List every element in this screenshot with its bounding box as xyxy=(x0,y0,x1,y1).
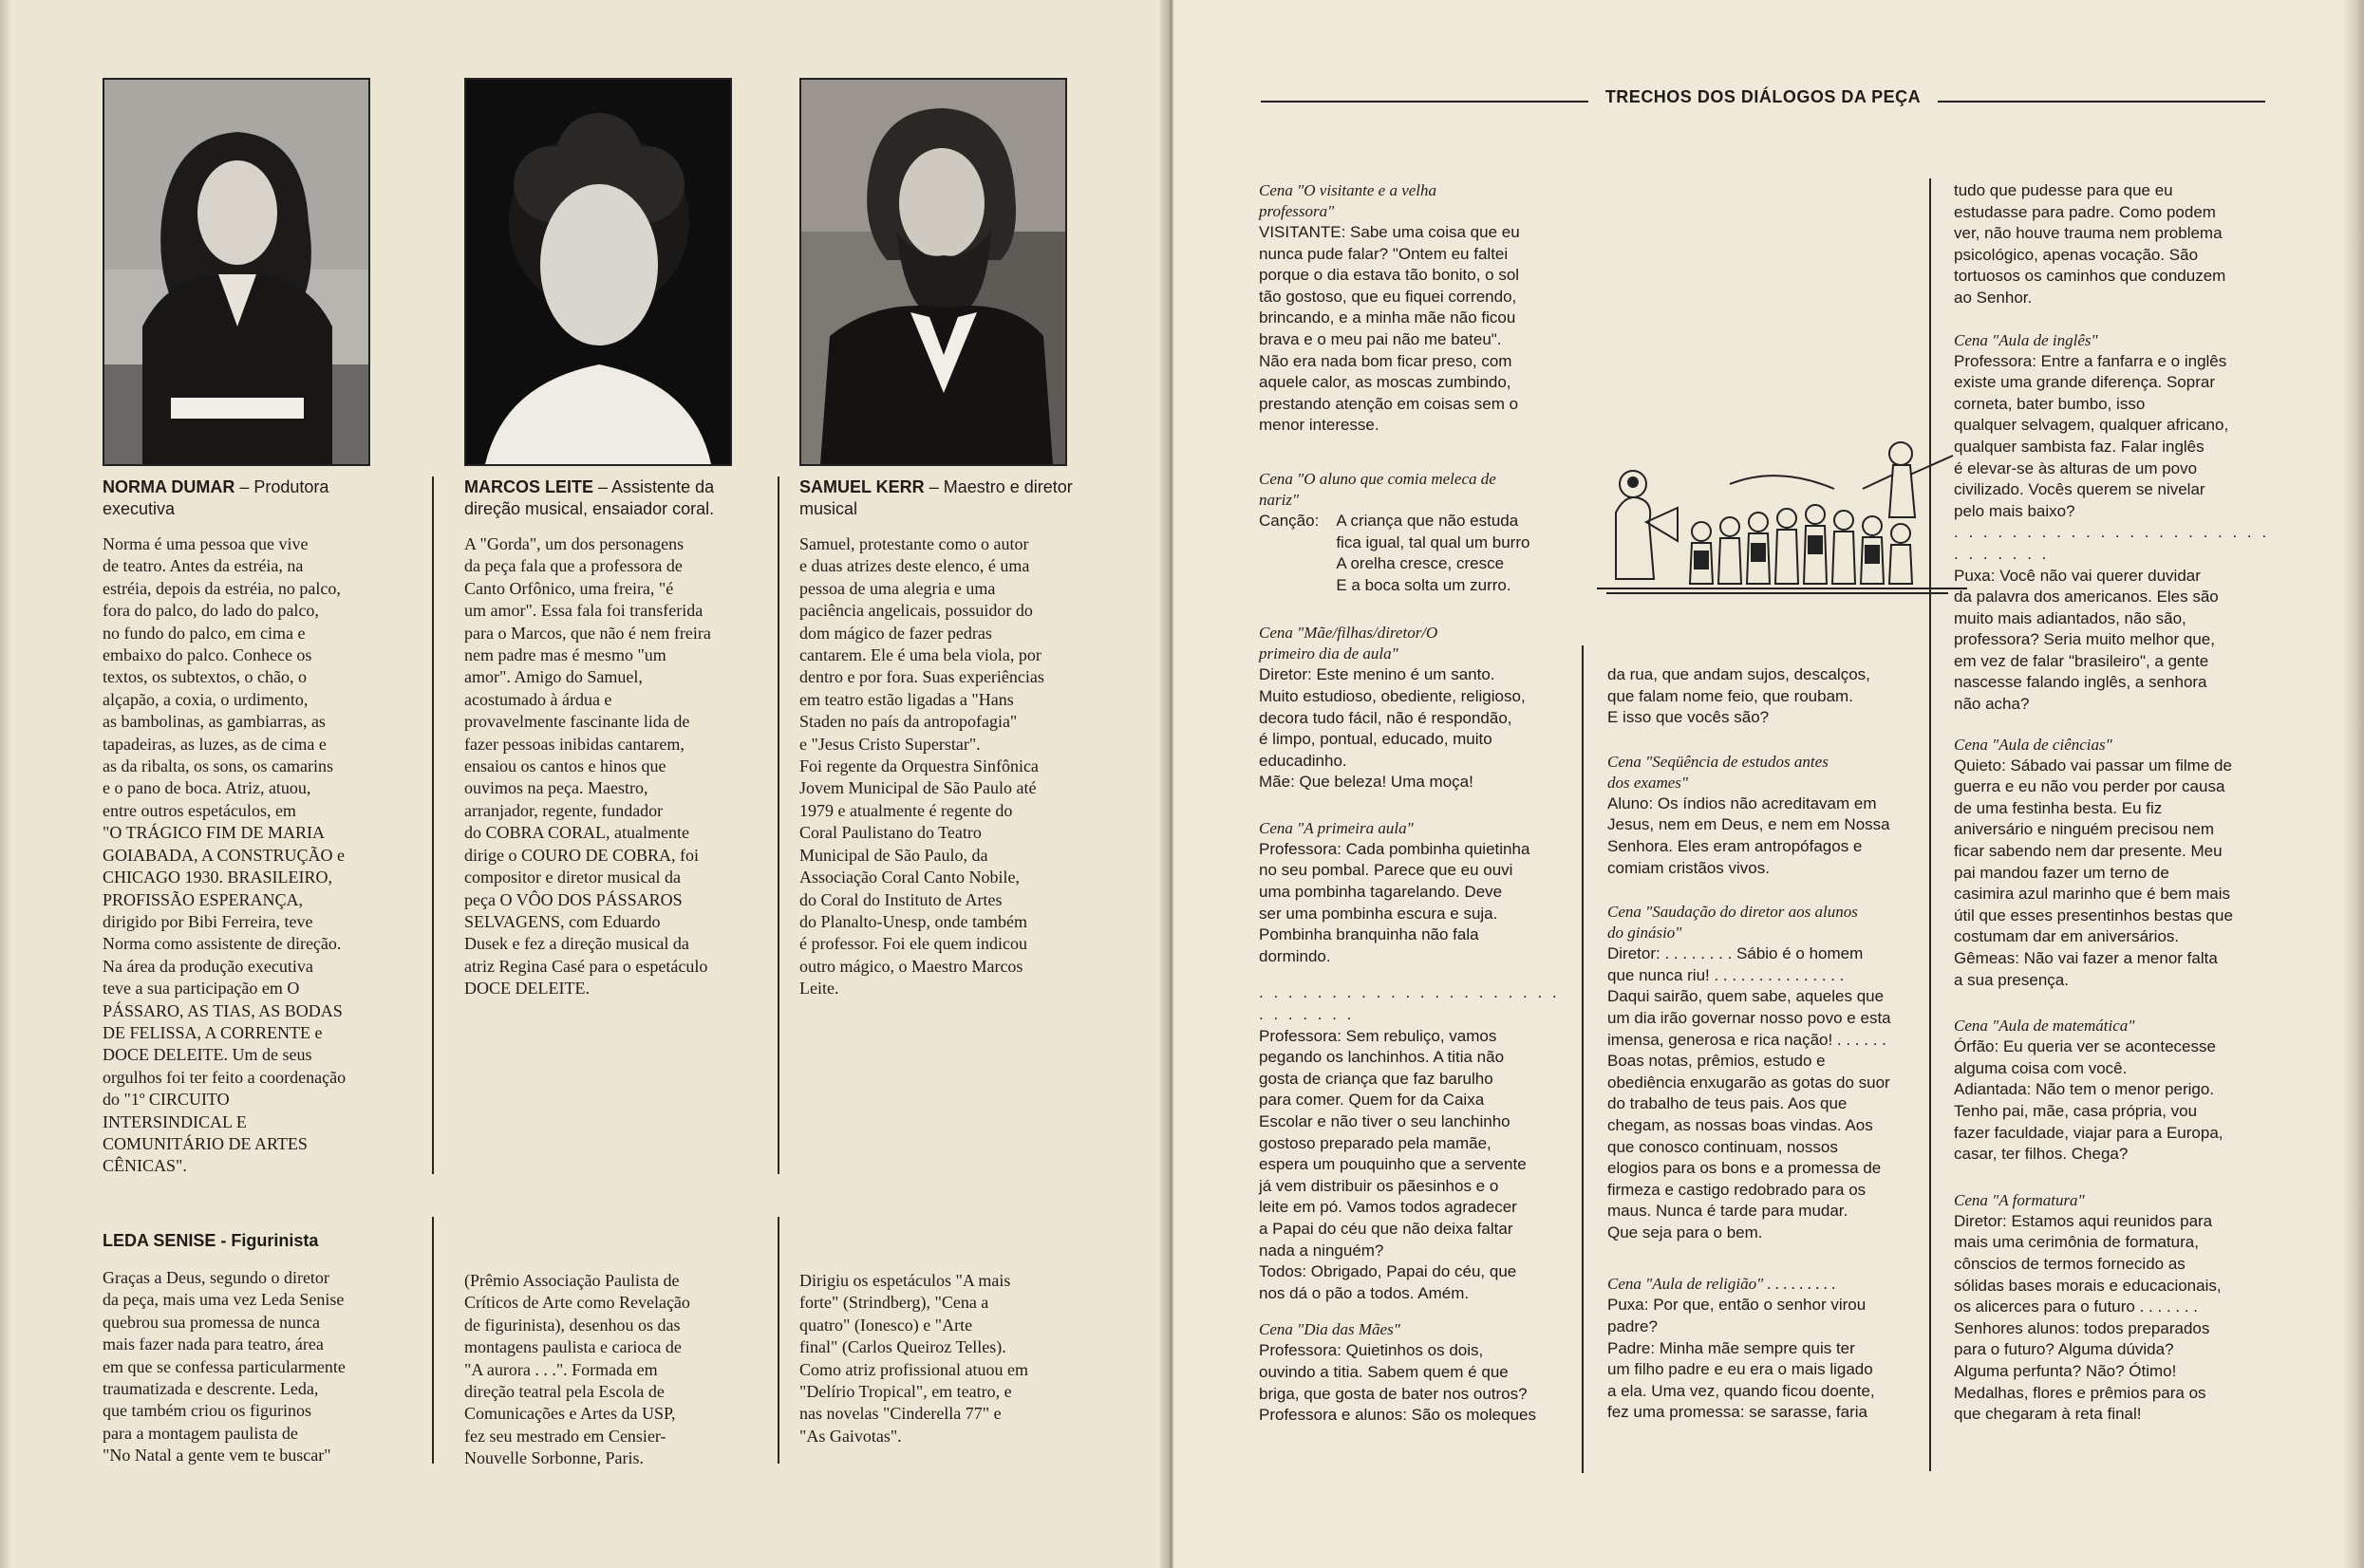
page-edge xyxy=(0,0,11,1568)
profile-role: – Maestro e diretor musical xyxy=(799,477,1073,518)
profile-name: NORMA DUMAR xyxy=(103,477,235,496)
photo-norma-dumar xyxy=(103,78,370,466)
scene-text: Diretor: Este menino é um santo. Muito estudioso, obediente, religioso, decora tudo fácil, não é respondão, é limpo, pontual, educado, muito educadinho. Mãe: Que beleza! Uma moça! xyxy=(1259,665,1526,792)
page-edge xyxy=(2343,0,2364,1568)
profile-role: – Assistente da direção musical, ensaiador coral. xyxy=(464,477,715,518)
scene-text: Puxa: Por que, então o senhor virou padre? Padre: Minha mãe sempre quis ter um filho padre e eu era o mais ligado a ela. Uma vez, quando ficou doente, fez uma promessa: se sarasse, faria xyxy=(1607,1296,1875,1422)
photo-marcos-leite xyxy=(464,78,732,466)
dialogue-column-2 xyxy=(1607,664,1921,1424)
profile-name: LEDA SENISE xyxy=(103,1231,216,1250)
profile-marcos-leite xyxy=(464,476,759,1000)
profile-samuel-kerr xyxy=(799,476,1101,1000)
column-divider xyxy=(432,476,434,1174)
scene-text: Órfão: Eu queria ver se acontecesse alguma coisa com você. Adiantada: Não tem o menor perigo. Tenho pai, mãe, casa própria, vou fazer faculdade, viajar para a Europa, casar, ter filhos. Chega? xyxy=(1954,1037,2223,1164)
portrait-woman-icon xyxy=(104,80,368,464)
scene-title: Cena "Aula de matemática" xyxy=(1954,1017,2135,1036)
scene-title: Cena "O aluno que comia meleca de nariz" xyxy=(1259,469,1496,509)
scene-title: Cena "Mãe/filhas/diretor/O primeiro dia de aula" xyxy=(1259,624,1438,663)
choir-drawing-icon xyxy=(1587,427,1975,598)
section-header xyxy=(1261,87,2265,116)
scene-title: Cena "Aula de inglês" xyxy=(1954,330,2098,349)
profile-name: MARCOS LEITE xyxy=(464,477,594,496)
section-title: TRECHOS DOS DIÁLOGOS DA PEÇA xyxy=(1604,87,1922,106)
scene-title: Cena "A formatura" xyxy=(1954,1190,2085,1209)
scene-text: Professora: Quietinhos os dois, ouvindo a titia. Sabem quem é que briga, que gosta de bater nos outros? Professora e alunos: São os moleques xyxy=(1259,1341,1537,1425)
portrait-bearded-man-icon xyxy=(801,80,1065,464)
scene-text: Professora: Cada pombinha quietinha no seu pombal. Parece que eu ouvi uma pombinha tagarelando. Deve ser uma pombinha escura e suja. Pombinha branquinha não fala dormindo. xyxy=(1259,839,1530,965)
song-label: Canção: xyxy=(1259,511,1320,530)
scene-title: Cena "A primeira aula" xyxy=(1259,818,1414,837)
scene-title: Cena "Dia das Mães" xyxy=(1259,1320,1400,1339)
scene-text: Aluno: Os índios não acreditavam em Jesus, nem em Deus, e nem em Nossa Senhora. Eles eram antropófagos e comiam cristãos vivos. xyxy=(1607,793,1890,877)
profile-role: – Produtora executiva xyxy=(103,477,329,518)
profile-bio: Graças a Deus, segundo o diretor da peça, mais uma vez Leda Senise quebrou sua promessa de nunca mais fazer nada para teatro, área em que se confessa particularmente traumatizada e descrente. Leda, que também criou os figurinos para a montagem paulista de "No Natal a gente vem te buscar" xyxy=(103,1268,346,1465)
dialogue-column-1 xyxy=(1259,180,1572,1427)
scene-text: Professora: Sem rebuliço, vamos pegando os lanchinhos. A titia não gosta de criança que faz barulho para comer. Quem for da Caixa Escolar e não tiver o seu lanchinho gostoso preparado pela mamãe, espera um pouquinho que a servente já vem distribuir os pãesinhos e o leite em pó. Vamos todos agradecer a Papai do céu que não deixa faltar nada a ninguém? Todos: Obrigado, Papai do céu, que nos dá o pão a todos. Amém. xyxy=(1259,1026,1527,1302)
profile-name: SAMUEL KERR xyxy=(799,477,925,496)
scene-text: tudo que pudesse para que eu estudasse para padre. Como podem ver, não houve trauma nem problema psicológico, apenas vocação. São tortuosos os caminhos que conduzem ao Senhor. xyxy=(1954,181,2226,307)
profile-bio: Dirigiu os espetáculos "A mais forte" (Strindberg), "Cena a quatro" (Ionesco) e "Arte final" (Carlos Queiroz Telles). Como atriz profissional atuou em "Delírio Tropical", em teatro, e nas novelas "Cinderella 77" e "As Gaivotas". xyxy=(799,1271,1028,1446)
choir-illustration xyxy=(1587,427,1975,598)
scene-text: Puxa: Você não vai querer duvidar da palavra dos americanos. Eles são muito mais adiantados, não são, professora? Seria muito melhor que, em vez de falar "brasileiro", a gente nascesse falando inglês, a senhora não acha? xyxy=(1954,566,2219,714)
scene-text: VISITANTE: Sabe uma coisa que eu nunca pude falar? "Ontem eu faltei porque o dia estava tão bonito, o sol tão gostoso, que eu fiquei correndo, brincando, e a minha mãe não ficou brava e o meu pai não me bateu". Não era nada bom ficar preso, com aquele calor, as moscas zumbindo, prestando atenção em coisas sem o menor interesse. xyxy=(1259,223,1520,435)
song-lyrics: A criança que não estuda fica igual, tal qual um burro A orelha cresce, cresce E a boca solta um zurro. xyxy=(1336,511,1530,594)
leda-bio-continued xyxy=(464,1270,759,1470)
profile-norma-dumar xyxy=(103,476,397,1178)
dotted-separator: . . . . . . . . . . . . . . . . . . . . . . . . . . . . xyxy=(1259,983,1560,1024)
profile-bio: (Prêmio Associação Paulista de Críticos de Arte como Revelação de figurinista), desenhou os das montagens paulista e carioca de "A aurora . . .". Formada em direção teatral pela Escola de Comunicações e Artes da USP, fez seu mestrado em Censier- Nouvelle Sorbonne, Paris. xyxy=(464,1271,690,1468)
dialogue-column-3 xyxy=(1954,180,2277,1426)
scene-title: Cena "O visitante e a velha professora" xyxy=(1259,181,1437,220)
scene-text: Quieto: Sábado vai passar um filme de guerra e eu não vou perder por causa de uma festinha besta. Eu fiz aniversário e ninguém precisou nem ficar sabendo nem dar presente. Meu pai mandou fazer um terno de casimira azul marinho que é bem mais útil que esses presentinhos bestas que costumam dar em aniversários. Gêmeas: Não vai fazer a menor falta a sua presença. xyxy=(1954,756,2233,989)
profile-bio: Norma é uma pessoa que vive de teatro. Antes da estréia, na estréia, depois da estréia, no palco, fora do palco, do lado do palco, no fundo do palco, em cima e embaixo do palco. Conhece os textos, os subtextos, o chão, o alçapão, a coxia, o urdimento, as bambolinas, as gambiarras, as tapadeiras, as luzes, as de cima e as da ribalta, os sons, os camarins e o pano de boca. Atriz, atuou, entre outros espetáculos, em "O TRÁGICO FIM DE MARIA GOIABADA, A CONSTRUÇÃO e CHICAGO 1930. BRASILEIRO, PROFISSÃO ESPERANÇA, dirigido por Bibi Ferreira, teve Norma como assistente de direção. Na área da produção executiva teve a sua participação em O PÁSSARO, AS TIAS, AS BODAS DE FELISSA, A CORRENTE e DOCE DELEITE. Um de seus orgulhos foi ter feito a coordenação do "1º CIRCUITO INTERSINDICAL E COMUNITÁRIO DE ARTES CÊNICAS". xyxy=(103,534,347,1176)
scene-title: Cena "Seqüência de estudos antes dos exames" xyxy=(1607,752,1829,792)
portrait-man-curly-icon xyxy=(466,80,730,464)
photo-samuel-kerr xyxy=(799,78,1067,466)
left-page xyxy=(0,0,1170,1568)
scene-title: Cena "Aula de religião" . . . . . . . . . xyxy=(1607,1275,1836,1294)
column-divider xyxy=(778,1217,779,1464)
column-divider xyxy=(432,1217,434,1464)
scene-title: Cena "Saudação do diretor aos alunos do ginásio" xyxy=(1607,903,1858,943)
profile-bio: Samuel, protestante como o autor e duas atrizes deste elenco, é uma pessoa de uma alegria e uma paciência angelicais, possuidor do dom mágico de fazer pedras cantarem. Ele é uma bela viola, por dentro e por fora. Suas experiências em teatro estão ligadas a "Hans Staden no país da antropofagia" e "Jesus Cristo Superstar". Foi regente da Orquestra Sinfônica Jovem Municipal de São Paulo até 1979 e atualmente é regente do Coral Paulistano do Teatro Municipal de São Paulo, da Associação Coral Canto Nobile, do Coral do Instituto de Artes do Planalto-Unesp, onde também é professor. Foi ele quem indicou outro mágico, o Maestro Marcos Leite. xyxy=(799,534,1044,999)
dotted-separator: . . . . . . . . . . . . . . . . . . . . . . . . . . . . . xyxy=(1954,523,2270,563)
profile-leda-senise xyxy=(103,1230,397,1467)
scene-text: Diretor: Estamos aqui reunidos para mais uma cerimônia de formatura, cônscios de termos fornecido as sólidas bases morais e educacionais, os alicerces para o futuro . . . . . . . Senhores alunos: todos preparados para o futuro? Alguma dúvida? Alguma perfunta? Não? Ótimo! Medalhas, flores e prêmios para os que chegaram à reta final! xyxy=(1954,1211,2222,1424)
profile-bio: A "Gorda", um dos personagens da peça fala que a professora de Canto Orfônico, uma freira, "é um amor". Essa fala foi transferida para o Marcos, que não é nem freira nem padre mas é mesmo "um amor". Amigo do Samuel, acostumado à árdua e provavelmente fascinante lida de fazer pessoas inibidas cantarem, ensaiou os cantos e hinos que ouvimos na peça. Maestro, arranjador, regente, fundador do COBRA CORAL, atualmente dirige o COURO DE COBRA, foi compositor e diretor musical da peça O VÔO DOS PÁSSAROS SELVAGENS, com Eduardo Dusek e fez a direção musical da atriz Regina Casé para o espetáculo DOCE DELEITE. xyxy=(464,534,711,999)
scene-text: Professora: Entre a fanfarra e o inglês existe uma grande diferença. Soprar corneta, bater bumbo, isso qualquer selvagem, qualquer africano, qualquer sambista faz. Falar inglês é elevar-se às alturas de um povo civilizado. Vocês querem se nivelar pelo mais baixo? xyxy=(1954,351,2229,520)
leda-bio-continued-2 xyxy=(799,1270,1101,1447)
column-divider xyxy=(778,476,779,1174)
profile-role: - Figurinista xyxy=(216,1231,319,1250)
scene-title: Cena "Aula de ciências" xyxy=(1954,735,2112,754)
column-divider xyxy=(1929,178,1931,1471)
song-block xyxy=(1259,511,1572,596)
column-divider xyxy=(1582,645,1584,1473)
scene-text: da rua, que andam sujos, descalços, que falam nome feio, que roubam. E isso que vocês são? xyxy=(1607,665,1870,727)
scene-text: Diretor: . . . . . . . . Sábio é o homem que nunca riu! . . . . . . . . . . . . . . . Daqui sairão, quem sabe, aqueles que um dia irão governar nosso povo e esta imensa, generosa e rica nação! . . . . . . Boas notas, prêmios, estudo e obediência enxugarão as gotas do suor do trabalho de teus pais. Aos que chegam, as nossas boas vindas. Aos que conosco continuam, nossos elogios para os bons e a promessa de firmeza e castigo redobrado para os maus. Nunca é tarde para mudar. Que seja para o bem. xyxy=(1607,944,1891,1241)
header-rule xyxy=(1938,101,2265,103)
